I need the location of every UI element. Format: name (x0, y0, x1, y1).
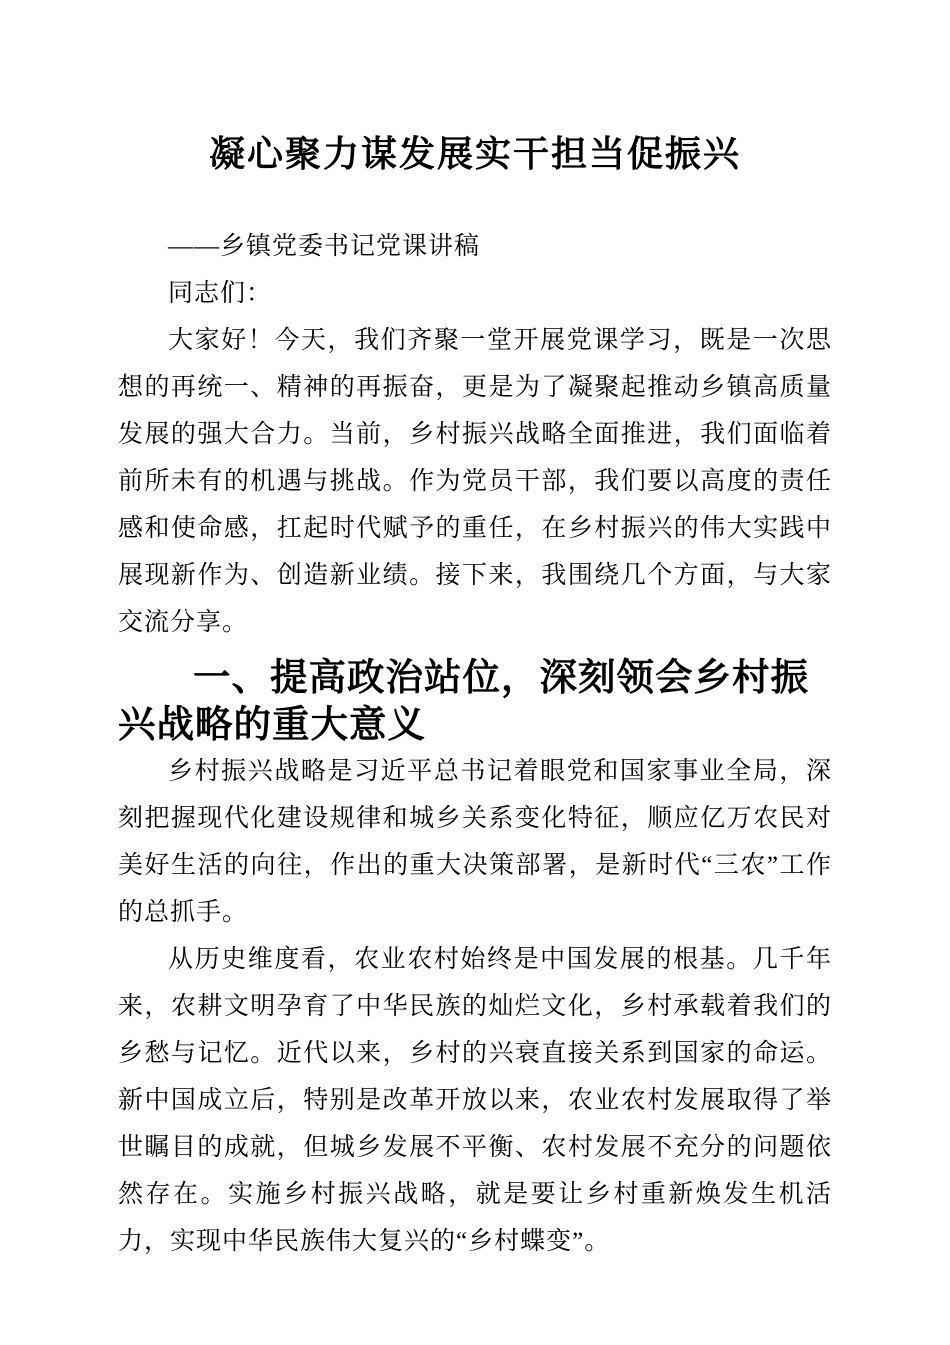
section-1-heading: 一、提高政治站位，深刻领会乡村振兴战略的重大意义 (118, 655, 809, 745)
salutation-line: 同志们： (168, 279, 273, 307)
intro-paragraph: 大家好！今天，我们齐聚一堂开展党课学习，既是一次思想的再统一、精神的再振奋，更是为了凝聚起推动乡镇高质量发展的强大合力。当前，乡村振兴战略全面推进，我们面临着前所未有的机遇与挑战。作为党员干部，我们要以高度的责任感和使命感，扛起时代赋予的重任，在乡村振兴的伟大实践中展现新作为、创造新业绩。接下来，我围绕几个方面，与大家交流分享。 (118, 326, 832, 636)
section-1-paragraph-1: 乡村振兴战略是习近平总书记着眼党和国家事业全局，深刻把握现代化建设规律和城乡关系变化特征，顺应亿万农民对美好生活的向往，作出的重大决策部署，是新时代“三农”工作的总抓手。 (118, 757, 832, 926)
section-1-paragraph-2: 从历史维度看，农业农村始终是中国发展的根基。几千年来，农耕文明孕育了中华民族的灿烂文化，乡村承载着我们的乡愁与记忆。近代以来，乡村的兴衰直接关系到国家的命运。新中国成立后，特别是改革开放以来，农业农村发展取得了举世瞩目的成就，但城乡发展不平衡、农村发展不充分的问题依然存在。实施乡村振兴战略，就是要让乡村重新焕发生机活力，实现中华民族伟大复兴的“乡村蝶变”。 (118, 945, 832, 1255)
document-subtitle: ——乡镇党委书记党课讲稿 (168, 232, 481, 260)
document-title: 凝心聚力谋发展实干担当促振兴 (208, 133, 741, 174)
